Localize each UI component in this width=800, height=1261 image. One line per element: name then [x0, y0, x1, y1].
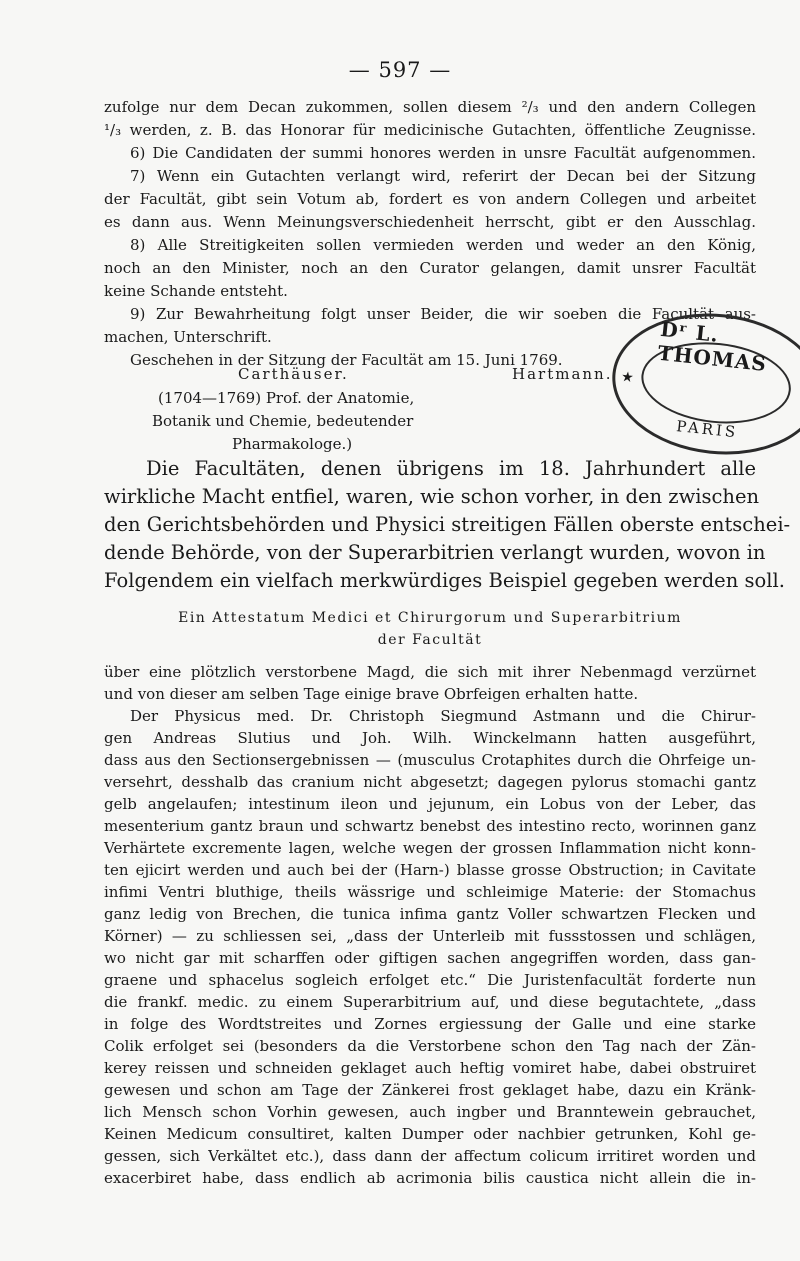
- star-icon: ★: [620, 368, 635, 387]
- text-line: es dann aus. Wenn Meinungsverschiedenheit herrscht, gibt er den Ausschlag.: [104, 213, 756, 231]
- text-line: wirkliche Macht entfiel, waren, wie schon vorher, in den zwischen: [104, 485, 760, 508]
- stamp-top-text: Dʳ L. THOMAS: [656, 316, 768, 377]
- text-line: versehrt, desshalb das cranium nicht abgesetzt; dagegen pylorus stomachi gantz: [104, 773, 756, 791]
- text-line: Geschehen in der Sitzung der Facultät am 15. Juni 1769.: [130, 351, 563, 369]
- signature-note: Botanik und Chemie, bedeutender: [152, 412, 414, 430]
- stamp-bottom-text: PARIS: [675, 417, 740, 442]
- text-line: der Facultät, gibt sein Votum ab, fordert es von andern Collegen und arbeitet: [104, 190, 756, 208]
- text-line: Colik erfolget sei (besonders da die Verstorbene schon den Tag nach der Zän-: [104, 1037, 756, 1055]
- text-line: exacerbiret habe, dass endlich ab acrimonia bilis caustica nicht allein die in-: [104, 1169, 756, 1187]
- text-line: ganz ledig von Brechen, die tunica infima gantz Voller schwartzen Flecken und: [104, 905, 756, 923]
- page-number: — 597 —: [348, 58, 452, 82]
- text-line: 8) Alle Streitigkeiten sollen vermieden werden und weder an den König,: [130, 236, 756, 254]
- text-line: 7) Wenn ein Gutachten verlangt wird, referirt der Decan bei der Sitzung: [130, 167, 756, 185]
- section-heading: der Facultät: [377, 632, 483, 648]
- text-line: Der Physicus med. Dr. Christoph Siegmund Astmann und die Chirur-: [130, 707, 756, 725]
- text-line: über eine plötzlich verstorbene Magd, die sich mit ihrer Nebenmagd verzürnet: [104, 663, 756, 681]
- text-line: noch an den Minister, noch an den Curator gelangen, damit unsrer Facultät: [104, 259, 756, 277]
- text-line: infimi Ventri bluthige, theils wässrige und schleimige Materie: der Stomachus: [104, 883, 756, 901]
- text-line: und von dieser am selben Tage einige brave Obrfeigen erhalten hatte.: [104, 685, 639, 703]
- text-line: den Gerichtsbehörden und Physici streitigen Fällen oberste entschei-: [104, 513, 791, 536]
- text-line: keine Schande entsteht.: [104, 282, 288, 300]
- text-line: mesenterium gantz braun und schwartz benebst des intestino recto, worinnen ganz: [104, 817, 756, 835]
- text-line: Keinen Medicum consultiret, kalten Dumper oder nachbier getrunken, Kohl ge-: [104, 1125, 756, 1143]
- text-line: in folge des Wordtstreites und Zornes ergiessung der Galle und eine starke: [104, 1015, 756, 1033]
- signature-right-name: Hartmann.: [512, 365, 613, 383]
- text-line: gen Andreas Slutius und Joh. Wilh. Winckelmann hatten ausgeführt,: [104, 729, 756, 747]
- text-line: dende Behörde, von der Superarbitrien verlangt wurden, wovon in: [104, 541, 766, 564]
- text-line: lich Mensch schon Vorhin gewesen, auch ingber und Branntewein gebrauchet,: [104, 1103, 756, 1121]
- text-line: Verhärtete excremente lagen, welche wegen der grossen Inflammation nicht konn-: [104, 839, 756, 857]
- text-line: 6) Die Candidaten der summi honores werden in unsre Facultät aufgenommen.: [130, 144, 756, 162]
- section-heading: Ein Attestatum Medici et Chirurgorum und Superarbitrium: [178, 610, 682, 626]
- signature-left-name: Carthäuser.: [238, 365, 349, 383]
- text-line: wo nicht gar mit scharffen oder giftigen sachen angegriffen worden, dass gan-: [104, 949, 756, 967]
- text-line: Folgendem ein vielfach merkwürdiges Beispiel gegeben werden soll.: [104, 569, 785, 592]
- text-line: ten ejicirt werden und auch bei der (Harn-) blasse grosse Obstruction; in Cavitate: [104, 861, 756, 879]
- text-line: Die Facultäten, denen übrigens im 18. Jahrhundert alle: [146, 457, 756, 480]
- text-line: 9) Zur Bewahrheitung folgt unser Beider, die wir soeben die Facultät aus-: [130, 305, 756, 323]
- text-line: graene und sphacelus sogleich erfolget etc.“ Die Juristenfacultät forderte nun: [104, 971, 756, 989]
- text-line: gewesen und schon am Tage der Zänkerei frost geklaget habe, dazu ein Kränk-: [104, 1081, 756, 1099]
- signature-note: Pharmakologe.): [232, 435, 353, 453]
- text-line: machen, Unterschrift.: [104, 328, 272, 346]
- signature-note: (1704—1769) Prof. der Anatomie,: [158, 389, 415, 407]
- text-line: gelb angelaufen; intestinum ileon und jejunum, ein Lobus von der Leber, das: [104, 795, 756, 813]
- text-line: die frankf. medic. zu einem Superarbitrium auf, und diese begutachtete, „dass: [104, 993, 756, 1011]
- text-line: Körner) — zu schliessen sei, „dass der Unterleib mit fussstossen und schlägen,: [104, 927, 756, 945]
- text-line: gessen, sich Verkältet etc.), dass dann der affectum colicum irritiret worden und: [104, 1147, 756, 1165]
- text-line: zufolge nur dem Decan zukommen, sollen diesem ²/₃ und den andern Collegen: [104, 98, 756, 116]
- text-line: ¹/₃ werden, z. B. das Honorar für medicinische Gutachten, öffentliche Zeugnisse.: [104, 121, 756, 139]
- text-line: dass aus den Sectionsergebnissen — (musculus Crotaphites durch die Ohrfeige un-: [104, 751, 756, 769]
- text-line: kerey reissen und schneiden geklaget auch heftig vomiret habe, dabei obstruiret: [104, 1059, 756, 1077]
